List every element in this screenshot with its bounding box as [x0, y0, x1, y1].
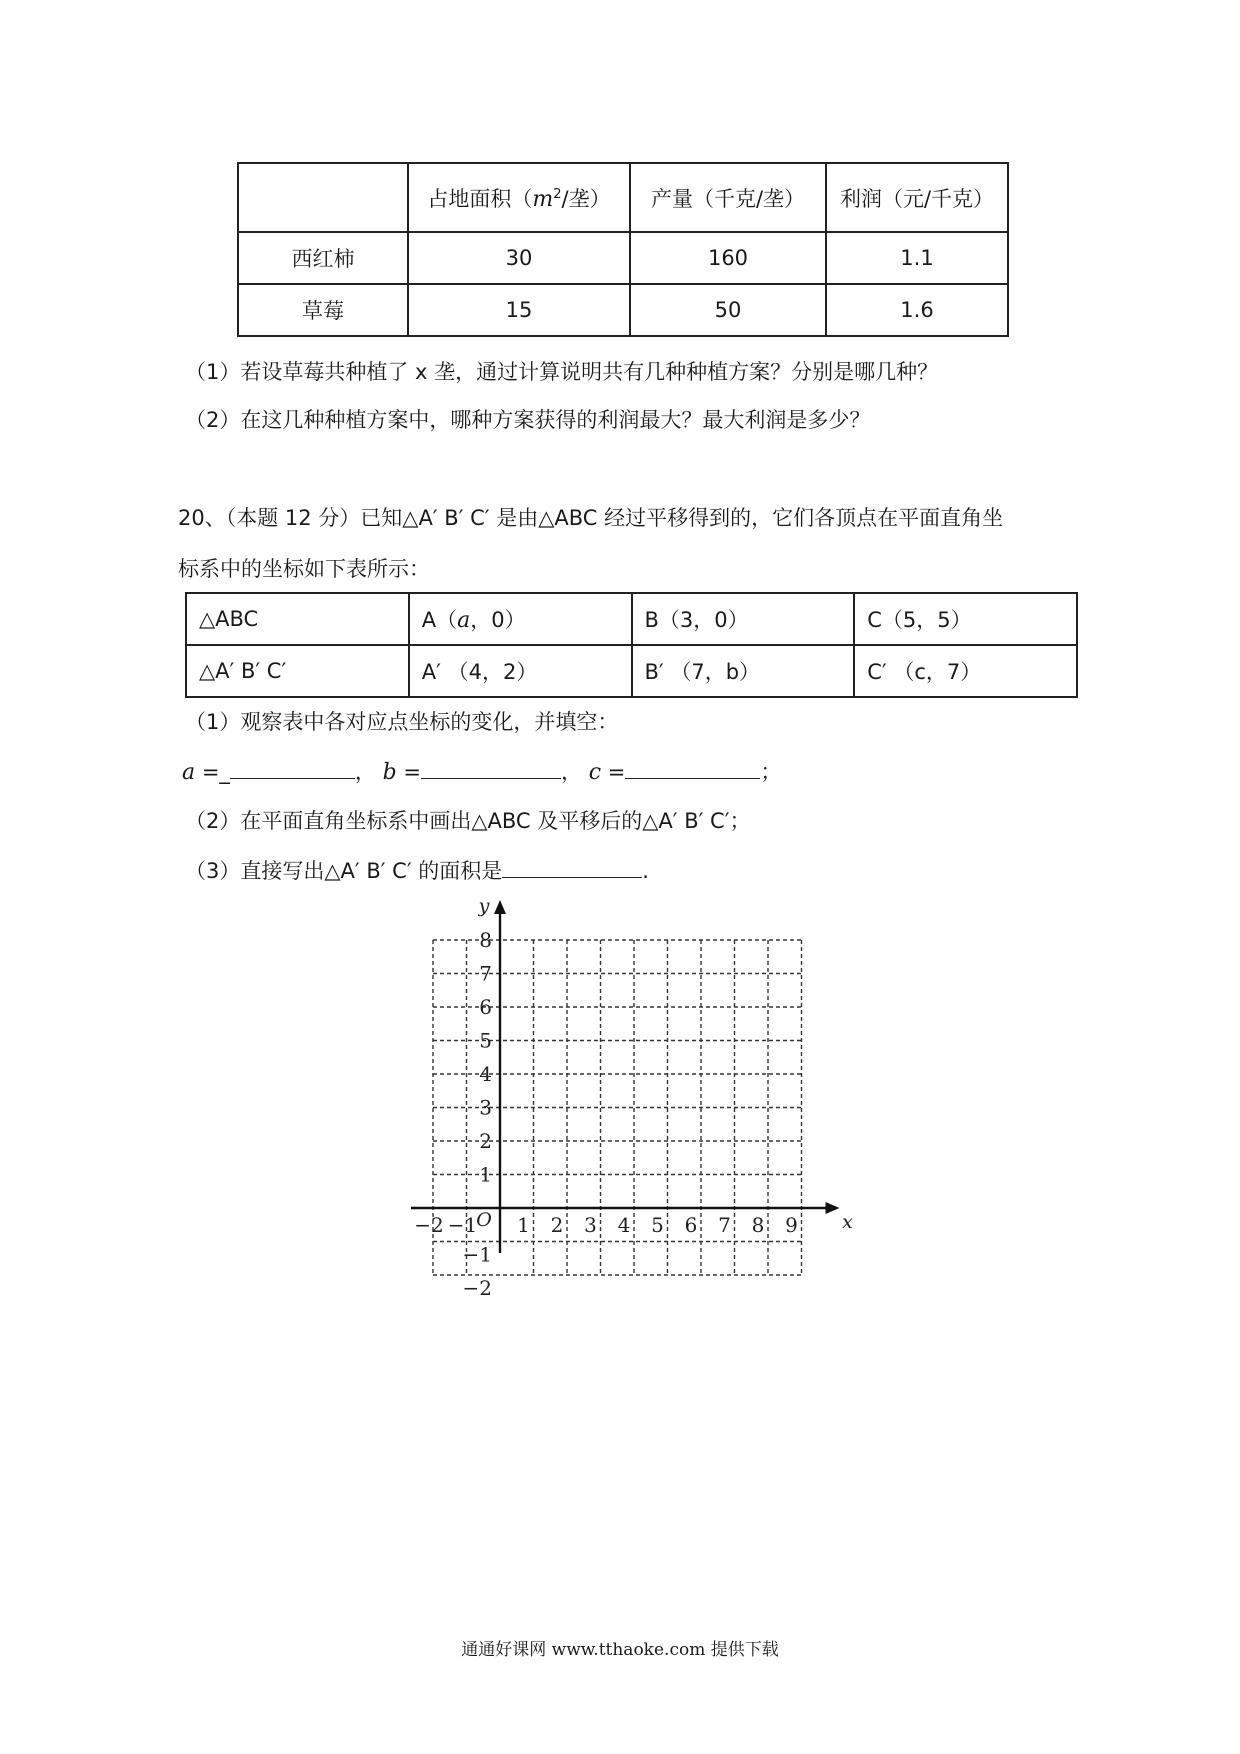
- x-tick-label: 7: [718, 1213, 731, 1237]
- x-axis-arrow: [826, 1202, 840, 1214]
- x-tick-label: −2: [414, 1213, 444, 1237]
- y-axis-arrow: [494, 900, 506, 914]
- q20-part3: （3）直接写出△A′ B′ C′ 的面积是 .: [185, 859, 649, 883]
- separator: ，: [354, 760, 376, 784]
- q20-stem-line2: 标系中的坐标如下表所示：: [178, 557, 430, 581]
- y-tick-label: 6: [479, 995, 492, 1019]
- y-tick-label: −1: [462, 1242, 492, 1267]
- equals-sign: =: [403, 760, 421, 784]
- blank-area[interactable]: [502, 857, 642, 878]
- crop-area: 30: [408, 232, 630, 284]
- x-tick-label: 4: [617, 1213, 631, 1237]
- q20-part2: （2）在平面直角坐标系中画出△ABC 及平移后的△A′ B′ C′；: [185, 809, 751, 833]
- table-row: [238, 232, 1008, 284]
- crop-header-profit: 利润（元/千克）: [826, 163, 1008, 232]
- x-tick-label: 6: [684, 1213, 698, 1237]
- point-c1: C′ （c，7）: [854, 645, 1077, 697]
- y-tick-label: 8: [479, 928, 492, 952]
- q19-part2: （2）在这几种种植方案中，哪种方案获得的利润最大？最大利润是多少？: [185, 408, 871, 432]
- crop-yield: 50: [630, 284, 826, 336]
- crop-table: [237, 162, 1009, 337]
- table-row: [186, 645, 1077, 697]
- crop-header-yield: 产量（千克/垄）: [630, 163, 826, 232]
- q20-part1: （1）观察表中各对应点坐标的变化，并填空：: [185, 710, 619, 734]
- crop-name: 草莓: [238, 284, 408, 336]
- footer-text: 通通好课网 www.tthaoke.com 提供下载: [461, 1640, 779, 1660]
- crop-yield: 160: [630, 232, 826, 284]
- x-tick-label: 1: [517, 1213, 530, 1237]
- point-b: B（3，0）: [632, 593, 855, 645]
- y-tick-label: 2: [479, 1129, 492, 1153]
- separator: ，: [561, 760, 582, 784]
- y-tick-label: 1: [479, 1162, 492, 1187]
- x-tick-label: −1: [447, 1213, 478, 1237]
- var-a: a: [182, 760, 196, 785]
- x-tick-label: 2: [550, 1213, 564, 1237]
- axes: [411, 900, 840, 1253]
- y-tick-label: −2: [462, 1276, 492, 1300]
- y-tick-label: 3: [479, 1095, 492, 1120]
- coordinate-table: [185, 592, 1078, 698]
- origin-label: O: [476, 1209, 492, 1231]
- triangle-a1b1c1-label: △A′ B′ C′: [186, 645, 409, 697]
- coordinate-grid: [400, 890, 853, 1310]
- table-row: [238, 284, 1008, 336]
- var-c: c: [588, 760, 602, 785]
- crop-area: 15: [408, 284, 630, 336]
- underscore-mark: _: [219, 760, 230, 784]
- point-a1: A′ （4，2）: [409, 645, 632, 697]
- end-mark: ；: [760, 760, 782, 784]
- y-axis-label: y: [478, 895, 490, 917]
- x-tick-label: 9: [785, 1213, 798, 1237]
- equals-sign: =: [201, 760, 220, 784]
- blank-b[interactable]: [421, 758, 561, 779]
- point-a: A（a，0）: [409, 593, 632, 645]
- blank-c[interactable]: [625, 758, 760, 779]
- x-tick-label: 3: [584, 1213, 597, 1237]
- crop-header-blank: [238, 163, 408, 232]
- y-tick-label: 4: [479, 1062, 492, 1086]
- q19-part1: （1）若设草莓共种植了 x 垄，通过计算说明共有几种种植方案？分别是哪几种？: [185, 360, 939, 384]
- point-c: C（5，5）: [854, 593, 1077, 645]
- x-tick-label: 8: [751, 1213, 765, 1237]
- crop-profit: 1.6: [826, 284, 1008, 336]
- x-axis-label: x: [842, 1211, 853, 1233]
- point-b1: B′ （7，b）: [632, 645, 855, 697]
- crop-profit: 1.1: [826, 232, 1008, 284]
- blank-a[interactable]: [230, 758, 355, 779]
- equals-sign: =: [607, 760, 626, 784]
- y-tick-label: 5: [479, 1028, 492, 1053]
- crop-header-area: 占地面积（$m^2/$垄）: [408, 163, 630, 232]
- q20-stem-line1: 20、（本题 12 分）已知△A′ B′ C′ 是由△ABC 经过平移得到的，它们各顶点在平面直角坐: [178, 506, 1004, 530]
- crop-name: 西红柿: [238, 232, 408, 284]
- var-b: b: [382, 760, 397, 785]
- q20-fill-blanks: [182, 756, 781, 786]
- crop-table-header: [238, 163, 1008, 232]
- table-row: [186, 593, 1077, 645]
- triangle-abc-label: △ABC: [186, 593, 409, 645]
- x-tick-label: 5: [651, 1213, 664, 1237]
- y-tick-label: 7: [479, 961, 492, 986]
